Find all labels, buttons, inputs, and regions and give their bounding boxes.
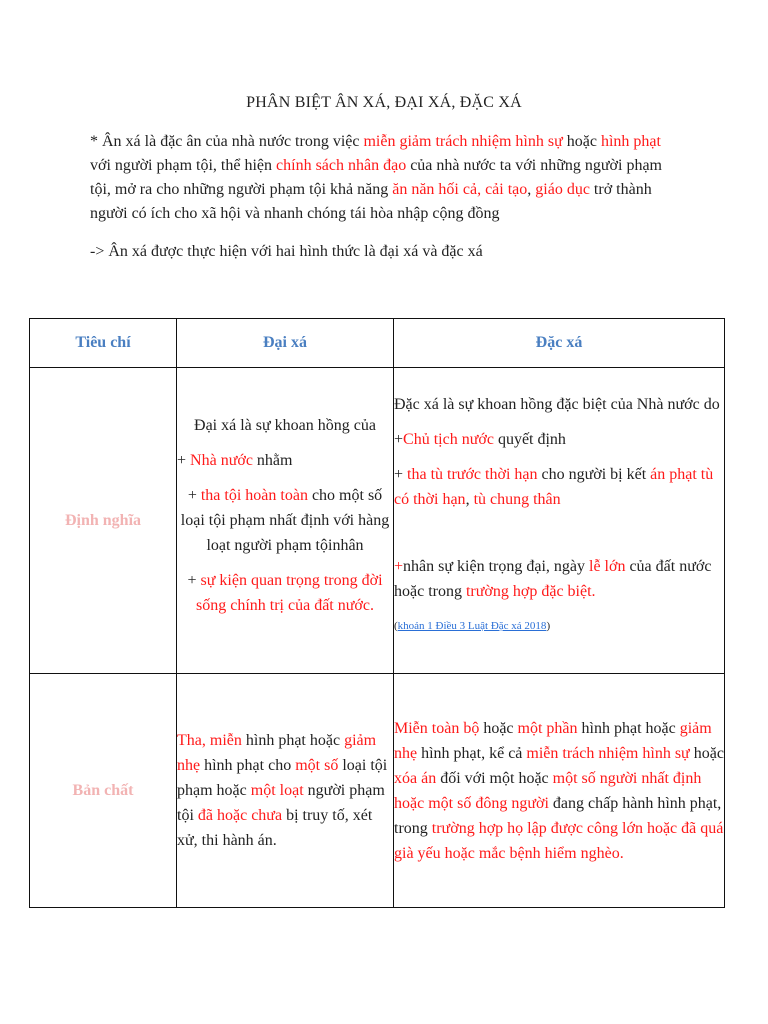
dai-def-line	[177, 568, 393, 618]
cell-text: +	[187, 572, 201, 589]
dac-def-line	[394, 427, 724, 452]
cell-highlight: một số	[295, 757, 339, 774]
cell-highlight: tha tội hoàn toàn	[200, 487, 308, 504]
cell-text: đang chấp hành hình phạt, trong	[394, 794, 722, 837]
header-criteria: Tiêu chí	[30, 319, 177, 368]
cell-highlight: đã hoặc chưa	[197, 807, 283, 824]
cell-text: cho một số loại tội phạm nhất định với hàng loạt người phạm tộinhân	[180, 487, 390, 554]
intro-highlight: chính sách nhân đạo	[276, 157, 407, 174]
comparison-table	[29, 318, 725, 908]
cell-text: hoặc	[689, 744, 724, 762]
cell-text: +	[177, 452, 191, 469]
dac-def-line: Đặc xá là sự khoan hồng đặc biệt của Nhà nước do	[394, 396, 720, 413]
dac-nature-text	[394, 716, 724, 866]
dai-nature-text	[177, 728, 393, 853]
cell-highlight: tù chung thân	[473, 491, 561, 508]
cell-highlight: +	[394, 558, 404, 575]
cell-text: đối với một hoặc	[436, 769, 553, 787]
cell-highlight: tha tù trước thời hạn	[407, 466, 538, 483]
dac-def-line	[394, 554, 724, 604]
dai-def-line: Đại xá là sự khoan hồng của	[194, 417, 376, 434]
table-row-definition	[30, 368, 725, 674]
cell-dai-xa-nature	[177, 674, 394, 908]
cell-highlight: giảm nhẹ	[394, 719, 712, 762]
cell-dai-xa-definition	[177, 368, 394, 674]
intro-text: hoặc	[562, 133, 601, 150]
cell-text: bị truy tố, xét xử, thi hành án.	[177, 807, 373, 849]
cell-text: quyết định	[493, 431, 566, 448]
cell-highlight: lễ lớn	[589, 558, 626, 575]
cell-text: hình phạt hoặc	[577, 719, 680, 737]
header-dai-xa: Đại xá	[177, 319, 394, 368]
cell-highlight: Miễn toàn bộ	[394, 719, 480, 737]
intro-text: với người phạm tội, thể hiện	[90, 157, 277, 174]
cell-text: loại tội phạm hoặc	[177, 757, 388, 799]
legal-reference-link[interactable]: khoản 1 Điều 3 Luật Đặc xá 2018	[397, 620, 547, 632]
cell-highlight: sự kiện quan trọng trong đời sống chính trị của đất nước.	[196, 572, 383, 614]
cell-highlight: Nhà nước	[190, 452, 253, 469]
intro-highlight: hình phạt	[600, 133, 661, 150]
cell-highlight: trường hợp họ lập được công lớn hoặc đã quá già yếu hoặc mắc bệnh hiểm nghèo.	[394, 819, 724, 862]
cell-text: +	[394, 431, 404, 448]
cell-highlight: án phạt tù có thời hạn	[394, 466, 714, 508]
document-title: PHÂN BIỆT ÂN XÁ, ĐẠI XÁ, ĐẶC XÁ	[246, 94, 522, 111]
cell-text: hoặc	[479, 719, 518, 737]
intro-paragraph	[90, 130, 680, 226]
cell-highlight: giảm nhẹ	[177, 732, 377, 774]
intro-text: của nhà nước ta với những người phạm tội, mở ra cho những người phạm tội khả năng	[90, 157, 662, 198]
ref-paren: (	[394, 620, 398, 632]
intro-conclusion: -> Ân xá được thực hiện với hai hình thức là đại xá và đặc xá	[90, 243, 483, 260]
cell-highlight: Chủ tịch nước	[403, 431, 494, 448]
cell-highlight: một số người nhất định hoặc một số đông người	[394, 769, 702, 812]
cell-text: hình phạt hoặc	[241, 732, 345, 749]
intro-highlight: ăn năn hối cả, cải tạo	[392, 181, 528, 198]
cell-text: hình phạt, kể cả	[417, 744, 527, 762]
cell-text: cho người bị kết	[537, 466, 651, 483]
table-row-nature	[30, 674, 725, 908]
cell-highlight: trường hợp đặc biệt.	[465, 583, 596, 600]
cell-text: nhằm	[252, 452, 293, 469]
legal-reference	[394, 614, 724, 639]
intro-text: trở thành người có ích cho xã hội và nhanh chóng tái hòa nhập cộng đồng	[90, 181, 652, 222]
intro-highlight: miễn giảm trách nhiệm hình sự	[363, 133, 563, 150]
cell-highlight: xóa án	[394, 769, 437, 787]
intro-text: * Ân xá là đặc ân của nhà nước trong việc	[90, 133, 364, 150]
intro-text: ,	[527, 181, 536, 198]
cell-text: người phạm tội	[177, 782, 385, 824]
dac-def-line	[394, 462, 724, 512]
cell-text: +	[394, 466, 408, 483]
header-dac-xa: Đặc xá	[394, 319, 725, 368]
intro-highlight: giáo dục	[535, 181, 590, 198]
cell-text: của đất nước hoặc trong	[394, 558, 712, 600]
cell-highlight: một phần	[517, 719, 578, 737]
cell-text: nhân sự kiện trọng đại, ngày	[403, 558, 589, 575]
dai-def-line	[177, 483, 393, 558]
cell-text: hình phạt cho	[200, 757, 296, 774]
row-label-definition: Định nghĩa	[30, 368, 177, 674]
cell-text: +	[187, 487, 201, 504]
cell-dac-xa-nature	[394, 674, 725, 908]
cell-highlight: một loạt	[250, 782, 304, 799]
row-label-nature: Bản chất	[30, 674, 177, 908]
dai-def-line	[177, 448, 393, 473]
cell-text: ,	[465, 491, 474, 508]
cell-dac-xa-definition	[394, 368, 725, 674]
intro-section	[90, 130, 680, 264]
ref-paren: )	[546, 620, 551, 632]
table-header-row	[30, 319, 725, 368]
cell-highlight: Tha, miễn	[177, 732, 242, 749]
cell-highlight: miễn trách nhiệm hình sự	[526, 744, 690, 762]
